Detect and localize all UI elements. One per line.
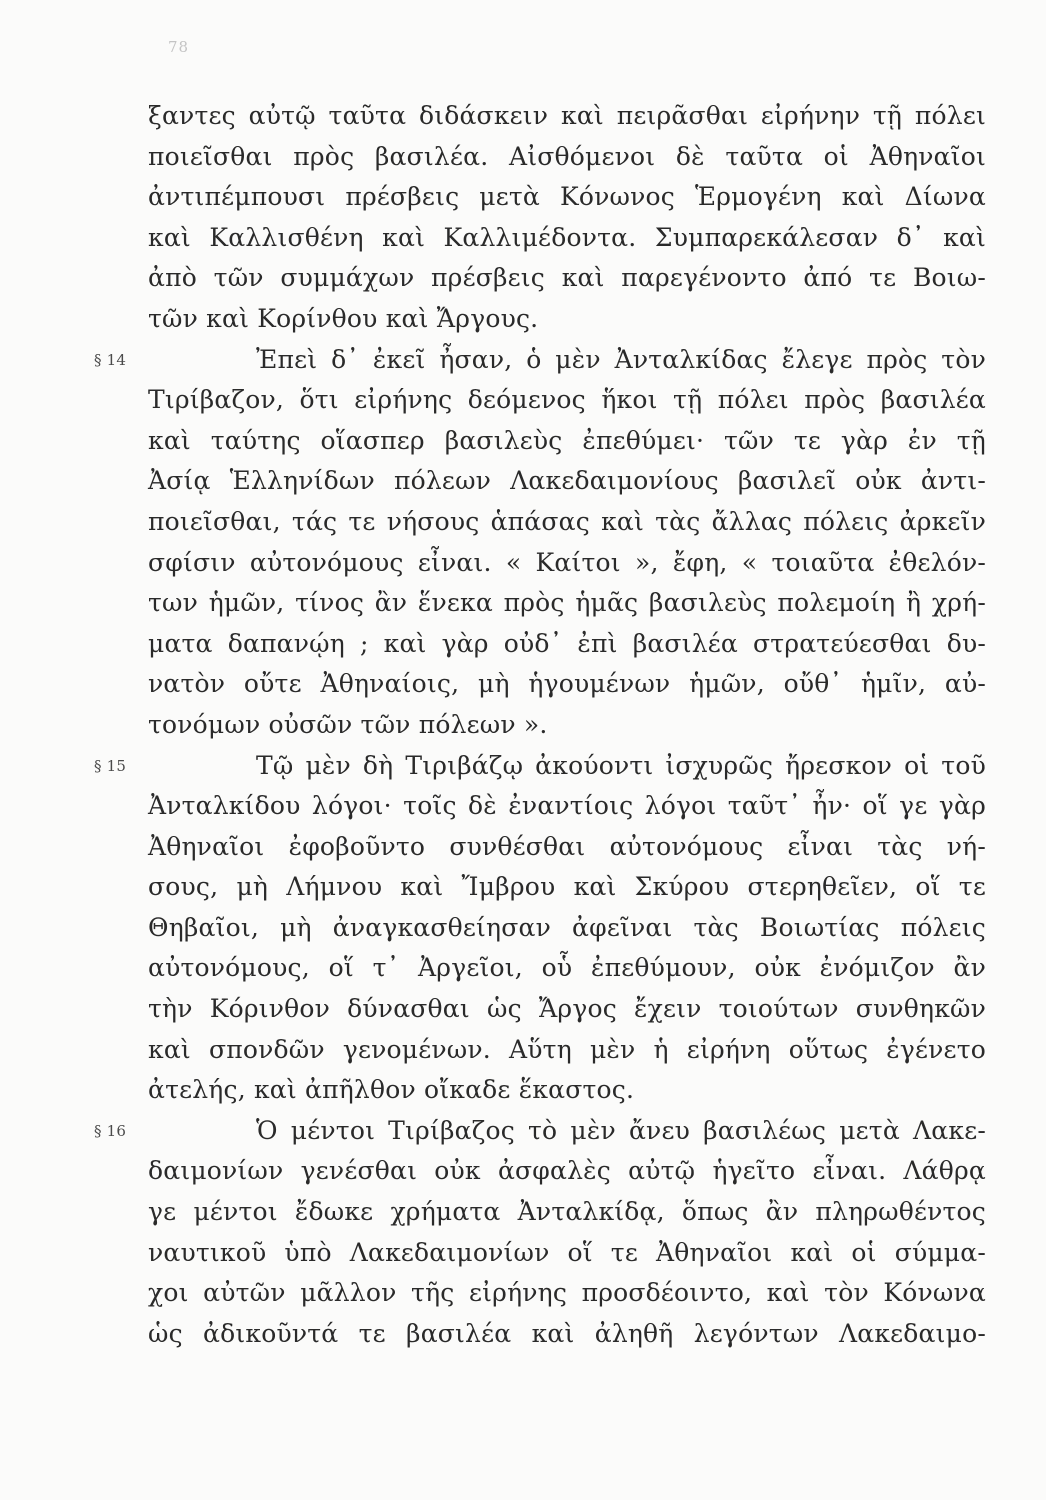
line-text: καὶ σπονδῶν γενομένων. Αὕτη μὲν ἡ εἰρήνη οὕτως ἐγένετο (148, 1034, 986, 1064)
text-line (148, 1070, 986, 1111)
text-line (148, 218, 986, 259)
text-line (94, 746, 986, 787)
line-text: των ἡμῶν, τίνος ἂν ἕνεκα πρὸς ἡμᾶς βασιλεὺς πολεμοίη ἢ χρή- (148, 588, 986, 618)
line-text: ὡς ἀδικοῦντά τε βασιλέα καὶ ἀληθῆ λεγόντων Λακεδαιμο- (148, 1318, 986, 1348)
line-text: ναυτικοῦ ὑπὸ Λακεδαιμονίων οἵ τε Ἀθηναῖοι καὶ οἱ σύμμα- (148, 1237, 986, 1267)
text-line (148, 258, 986, 299)
section-marker: § 15 (94, 756, 127, 775)
page-number: 78 (168, 38, 190, 56)
text-line (148, 461, 986, 502)
line-text: Ἀθηναῖοι ἐφοβοῦντο συνθέσθαι αὐτονόμους εἶναι τὰς νή- (148, 831, 986, 861)
line-text: τὴν Κόρινθον δύνασθαι ὡς Ἄργος ἔχειν τοιούτων συνθηκῶν (148, 994, 986, 1024)
text-line (94, 340, 986, 381)
page-body (94, 96, 986, 1354)
text-line (94, 1111, 986, 1152)
line-text: Ἀσίᾳ Ἑλληνίδων πόλεων Λακεδαιμονίους βασιλεῖ οὐκ ἀντι- (148, 466, 986, 496)
text-line (148, 421, 986, 462)
text-line (148, 1151, 986, 1192)
line-text: αὐτονόμους, οἵ τ᾽ Ἀργεῖοι, οὗ ἐπεθύμουν, οὐκ ἐνόμιζον ἂν (148, 953, 986, 983)
text-line (148, 989, 986, 1030)
line-text: ἀντιπέμπουσι πρέσβεις μετὰ Κόνωνος Ἑρμογένη καὶ Δίωνα (148, 182, 986, 212)
text-line (148, 1192, 986, 1233)
line-text: ματα δαπανῴη ; καὶ γὰρ οὐδ᾽ ἐπὶ βασιλέα στρατεύεσθαι δυ- (148, 628, 986, 658)
line-text: Ὁ μέντοι Τιρίβαζος τὸ μὲν ἄνευ βασιλέως μετὰ Λακε- (256, 1115, 986, 1145)
text-line (148, 786, 986, 827)
line-text: τῶν καὶ Κορίνθου καὶ Ἄργους. (148, 303, 539, 333)
text-line (148, 137, 986, 178)
text-line (148, 948, 986, 989)
line-text: γε μέντοι ἔδωκε χρήματα Ἀνταλκίδᾳ, ὅπως ἂν πληρωθέντος (148, 1197, 986, 1227)
line-text: ποιεῖσθαι, τάς τε νήσους ἁπάσας καὶ τὰς ἄλλας πόλεις ἀρκεῖν (148, 506, 986, 536)
text-line (148, 1233, 986, 1274)
line-text: χοι αὐτῶν μᾶλλον τῆς εἰρήνης προσδέοιντο, καὶ τὸν Κόνωνα (148, 1278, 986, 1308)
line-text: ἀτελής, καὶ ἀπῆλθον οἴκαδε ἕκαστος. (148, 1075, 635, 1105)
line-text: ξαντες αὐτῷ ταῦτα διδάσκειν καὶ πειρᾶσθαι εἰρήνην τῇ πόλει (148, 101, 986, 130)
text-line (148, 380, 986, 421)
text-line (148, 1314, 986, 1355)
line-text: Τιρίβαζον, ὅτι εἰρήνης δεόμενος ἥκοι τῇ πόλει πρὸς βασιλέα (148, 385, 986, 415)
text-line (148, 827, 986, 868)
text-line (148, 1273, 986, 1314)
text-line (148, 583, 986, 624)
text-line (148, 867, 986, 908)
text-line (148, 1030, 986, 1071)
text-line (148, 705, 986, 746)
line-text: δαιμονίων γενέσθαι οὐκ ἀσφαλὲς αὐτῷ ἡγεῖτο εἶναι. Λάθρᾳ (148, 1156, 986, 1186)
text-line (148, 299, 986, 340)
line-text: τονόμων οὐσῶν τῶν πόλεων ». (148, 709, 548, 739)
line-text: ποιεῖσθαι πρὸς βασιλέα. Αἰσθόμενοι δὲ ταῦτα οἱ Ἀθηναῖοι (148, 141, 986, 171)
line-text: Θηβαῖοι, μὴ ἀναγκασθείησαν ἀφεῖναι τὰς Βοιωτίας πόλεις (148, 912, 986, 942)
text-line (148, 96, 986, 137)
text-line (148, 177, 986, 218)
line-text: ἀπὸ τῶν συμμάχων πρέσβεις καὶ παρεγένοντο ἀπό τε Βοιω- (148, 263, 986, 293)
line-text: σους, μὴ Λήμνου καὶ Ἴμβρου καὶ Σκύρου στερηθεῖεν, οἵ τε (148, 872, 986, 902)
line-text: καὶ ταύτης οἵασπερ βασιλεὺς ἐπεθύμει· τῶν τε γὰρ ἐν τῇ (148, 425, 986, 455)
section-marker: § 16 (94, 1121, 127, 1140)
text-line (148, 908, 986, 949)
line-text: νατὸν οὔτε Ἀθηναίοις, μὴ ἡγουμένων ἡμῶν, οὔθ᾽ ἡμῖν, αὐ- (148, 669, 986, 699)
line-text: σφίσιν αὐτονόμους εἶναι. « Καίτοι », ἔφη, « τοιαῦτα ἐθελόν- (148, 547, 986, 577)
text-line (148, 502, 986, 543)
section-marker: § 14 (94, 350, 127, 369)
line-text: Ἀνταλκίδου λόγοι· τοῖς δὲ ἐναντίοις λόγοι ταῦτ᾽ ἦν· οἵ γε γὰρ (148, 791, 986, 821)
line-text: καὶ Καλλισθένη καὶ Καλλιμέδοντα. Συμπαρεκάλεσαν δ᾽ καὶ (148, 222, 986, 252)
text-line (148, 624, 986, 665)
line-text: Τῷ μὲν δὴ Τιριβάζῳ ἀκούοντι ἰσχυρῶς ἤρεσκον οἱ τοῦ (256, 750, 986, 780)
text-line (148, 664, 986, 705)
line-text: Ἐπεὶ δ᾽ ἐκεῖ ἦσαν, ὁ μὲν Ἀνταλκίδας ἔλεγε πρὸς τὸν (256, 344, 986, 374)
text-line (148, 543, 986, 584)
